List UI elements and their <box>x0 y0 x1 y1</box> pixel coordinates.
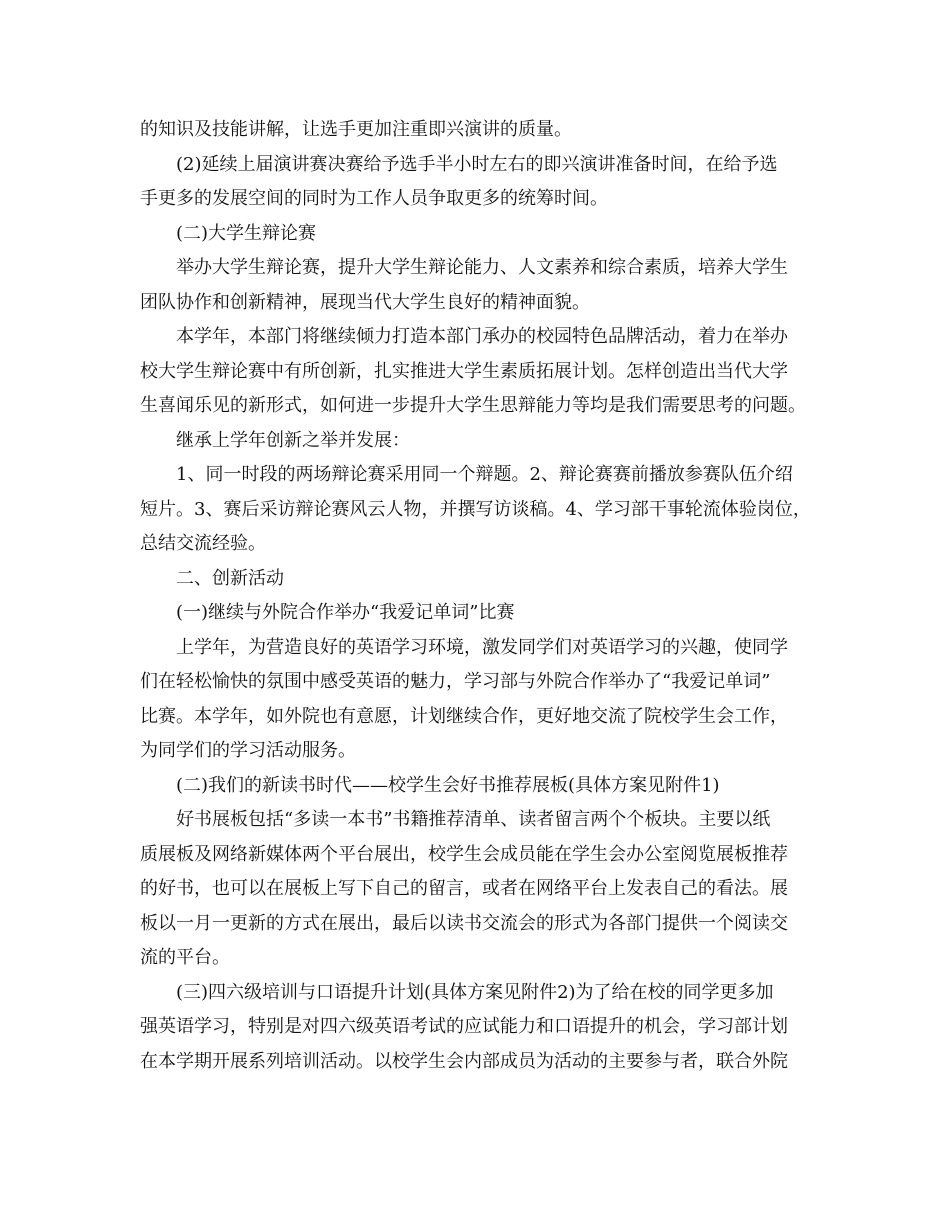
text-line: 短片。3、赛后采访辩论赛风云人物，并撰写访谈稿。4、学习部干事轮流体验岗位， <box>140 498 811 520</box>
text-line: 流的平台。 <box>140 947 230 968</box>
text-line: (2)延续上届演讲赛决赛给予选手半小时左右的即兴演讲准备时间，在给予选 <box>176 153 778 175</box>
text-line: 板以一月一更新的方式在展出，最后以读书交流会的形式为各部门提供一个阅读交 <box>140 912 788 934</box>
text-line: 的好书，也可以在展板上写下自己的留言，或者在网络平台上发表自己的看法。展 <box>140 878 788 899</box>
text-line: (三)四六级培训与口语提升计划(具体方案见附件2)为了给在校的同学更多加 <box>176 981 774 1003</box>
text-line: 总结交流经验。 <box>140 533 266 554</box>
text-line: 举办大学生辩论赛，提升大学生辩论能力、人文素养和综合素质，培养大学生 <box>176 257 788 278</box>
text-line: 为同学们的学习活动服务。 <box>140 740 356 761</box>
text-line: 生喜闻乐见的新形式，如何进一步提升大学生思辩能力等均是我们需要思考的问题。 <box>140 395 806 416</box>
text-line: 好书展板包括“多读一本书”书籍推荐清单、读者留言两个个板块。主要以纸 <box>176 809 771 830</box>
text-line: 质展板及网络新媒体两个平台展出，校学生会成员能在学生会办公室阅览展板推荐 <box>140 843 788 865</box>
text-line: 们在轻松愉快的氛围中感受英语的魅力，学习部与外院合作举办了“我爱记单词” <box>140 671 771 692</box>
text-line: 上学年，为营造良好的英语学习环境，激发同学们对英语学习的兴趣，使同学 <box>176 636 788 658</box>
document-body <box>140 113 820 1079</box>
text-line: (二)大学生辩论赛 <box>176 222 317 244</box>
text-line: 二、创新活动 <box>176 567 284 589</box>
text-line: 在本学期开展系列培训活动。以校学生会内部成员为活动的主要参与者，联合外院 <box>140 1050 788 1072</box>
text-line: 继承上学年创新之举并发展： <box>176 429 410 451</box>
text-line: 比赛。本学年，如外院也有意愿，计划继续合作，更好地交流了院校学生会工作， <box>140 705 788 727</box>
text-line: 的知识及技能讲解，让选手更加注重即兴演讲的质量。 <box>140 119 572 140</box>
text-line: 校大学生辩论赛中有所创新，扎实推进大学生素质拓展计划。怎样创造出当代大学 <box>140 360 788 382</box>
text-line: 本学年，本部门将继续倾力打造本部门承办的校园特色品牌活动，着力在举办 <box>176 326 788 347</box>
text-line: 团队协作和创新精神，展现当代大学生良好的精神面貌。 <box>140 291 590 313</box>
text-line: 1、同一时段的两场辩论赛采用同一个辩题。2、辩论赛赛前播放参赛队伍介绍 <box>176 464 793 485</box>
text-line: (一)继续与外院合作举办“我爱记单词”比赛 <box>176 602 515 623</box>
text-line: (二)我们的新读书时代——校学生会好书推荐展板(具体方案见附件1) <box>176 774 720 796</box>
text-line: 手更多的发展空间的同时为工作人员争取更多的统筹时间。 <box>140 188 608 209</box>
text-line: 强英语学习，特别是对四六级英语考试的应试能力和口语提升的机会，学习部计划 <box>140 1016 788 1037</box>
